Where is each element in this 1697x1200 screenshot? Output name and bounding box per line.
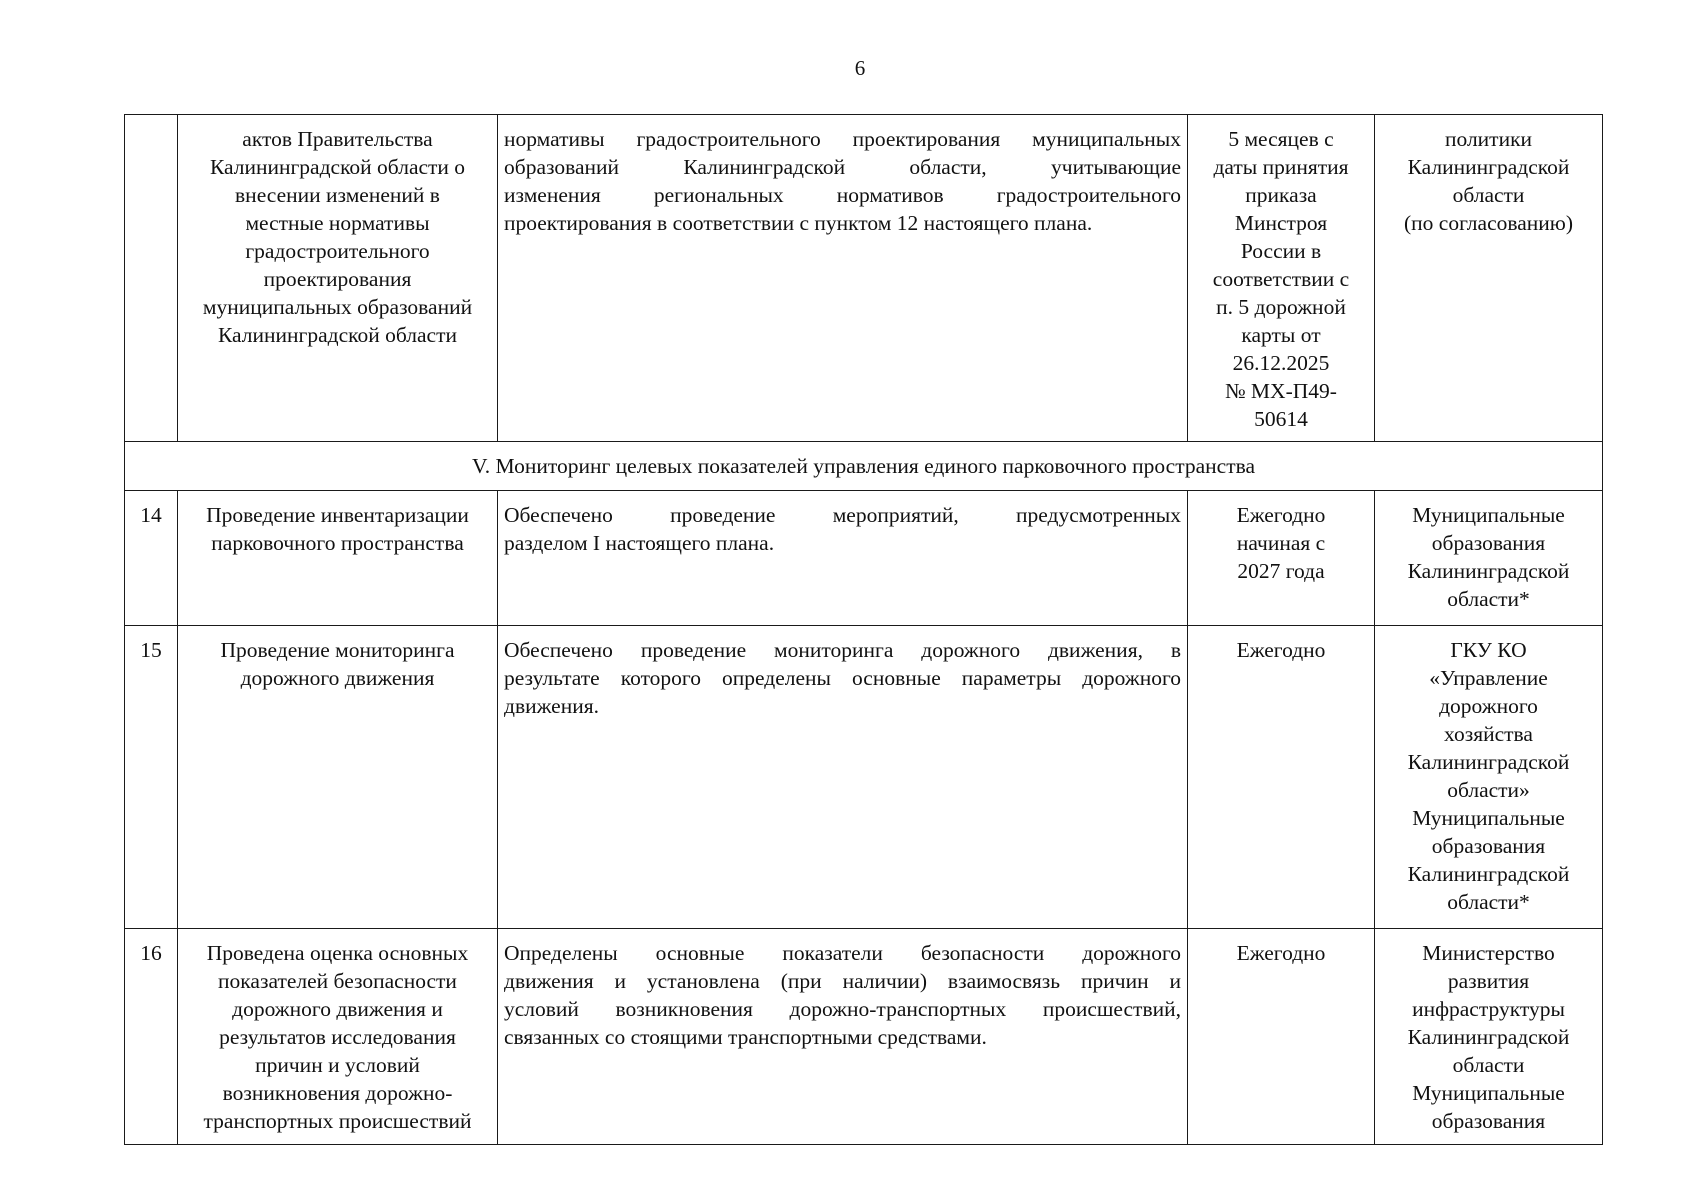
measure-term	[1188, 491, 1375, 626]
measure-responsible	[1375, 491, 1603, 626]
text-line: области	[1452, 1053, 1525, 1077]
text-line: Министерство	[1422, 941, 1555, 965]
measure-responsible	[1375, 626, 1603, 929]
text-line: № МХ-П49-	[1225, 379, 1337, 403]
text-line: (по согласованию)	[1403, 211, 1574, 235]
text-line: Определены основные показатели безопасности дорожного	[504, 941, 1181, 965]
text-line: Проведение инвентаризации	[206, 503, 469, 527]
text-line: ГКУ КО	[1450, 638, 1527, 662]
measure-result	[498, 491, 1188, 626]
text-line: проектирования в соответствии с пунктом 12 настоящего плана.	[504, 211, 1093, 235]
text-line: Калининградской	[1407, 750, 1570, 774]
text-line: Калининградской	[1407, 1025, 1570, 1049]
row-number	[125, 115, 178, 442]
text-line: образования	[1431, 834, 1546, 858]
text-line: Муниципальные	[1412, 1081, 1565, 1105]
text-line: движения и установлена (при наличии) взаимосвязь причин и	[504, 969, 1181, 993]
text-line: местные нормативы	[245, 211, 430, 235]
text-line: Калининградской	[1407, 155, 1570, 179]
text-line: области	[1452, 183, 1525, 207]
measure-term	[1188, 626, 1375, 929]
text-line: Калининградской	[1407, 862, 1570, 886]
text-line: муниципальных образований	[202, 295, 473, 319]
table-row	[125, 115, 1603, 442]
text-line: развития	[1447, 969, 1530, 993]
text-line: области»	[1447, 778, 1530, 802]
text-line: Обеспечено проведение мероприятий, предусмотренных	[504, 503, 1181, 527]
measure-name	[178, 115, 498, 442]
text-line: Ежегодно	[1236, 503, 1326, 527]
section-title: V. Мониторинг целевых показателей управления единого парковочного пространства	[125, 442, 1603, 491]
text-line: области*	[1447, 587, 1530, 611]
text-line: п. 5 дорожной	[1216, 295, 1346, 319]
text-line: дорожного движения	[240, 666, 435, 690]
text-line: Ежегодно	[1236, 638, 1326, 662]
table-row	[125, 929, 1603, 1145]
text-line: нормативы градостроительного проектирования муниципальных	[504, 127, 1181, 151]
text-line: России в	[1240, 239, 1322, 263]
table-row	[125, 491, 1603, 626]
text-line: Минстроя	[1234, 211, 1328, 235]
text-line: дорожного движения и	[232, 997, 443, 1021]
text-line: Проведена оценка основных	[206, 941, 469, 965]
measure-term	[1188, 115, 1375, 442]
text-line: актов Правительства	[242, 127, 433, 151]
text-line: изменения региональных нормативов градостроительного	[504, 183, 1181, 207]
text-line: хозяйства	[1444, 722, 1533, 746]
text-line: даты принятия	[1213, 155, 1349, 179]
page-number: 6	[854, 56, 866, 80]
table-row	[125, 626, 1603, 929]
text-line: причин и условий	[255, 1053, 420, 1077]
row-number: 14	[125, 491, 178, 626]
measure-result	[498, 626, 1188, 929]
measure-responsible	[1375, 115, 1603, 442]
measure-name	[178, 626, 498, 929]
measure-name	[178, 929, 498, 1145]
text-line: связанных со стоящими транспортными средствами.	[504, 1025, 987, 1049]
text-line: 50614	[1254, 407, 1308, 431]
text-line: 5 месяцев с	[1228, 127, 1334, 151]
text-line: «Управление	[1429, 666, 1548, 690]
row-number: 15	[125, 626, 178, 929]
text-line: образований Калининградской области, учитывающие	[504, 155, 1181, 179]
text-line: 2027 года	[1237, 559, 1325, 583]
text-line: проектирования	[263, 267, 412, 291]
text-line: градостроительного	[245, 239, 430, 263]
row-number: 16	[125, 929, 178, 1145]
text-line: Калининградской области	[218, 323, 457, 347]
text-line: условий возникновения дорожно-транспортных происшествий,	[504, 997, 1181, 1021]
measure-term	[1188, 929, 1375, 1145]
text-line: показателей безопасности	[218, 969, 457, 993]
text-line: соответствии с	[1212, 267, 1350, 291]
text-line: Муниципальные	[1412, 806, 1565, 830]
measure-responsible	[1375, 929, 1603, 1145]
text-line: инфраструктуры	[1412, 997, 1565, 1021]
text-line: образования	[1431, 1109, 1546, 1133]
text-line: внесении изменений в	[235, 183, 440, 207]
text-line: области*	[1447, 890, 1530, 914]
text-line: результате которого определены основные параметры дорожного	[504, 666, 1181, 690]
text-line: Калининградской	[1407, 559, 1570, 583]
text-line: парковочного пространства	[211, 531, 464, 555]
text-line: Проведение мониторинга	[220, 638, 455, 662]
text-line: образования	[1431, 531, 1546, 555]
measure-result	[498, 115, 1188, 442]
text-line: возникновения дорожно-	[222, 1081, 453, 1105]
text-line: разделом I настоящего плана.	[504, 531, 775, 555]
text-line: начиная с	[1236, 531, 1326, 555]
text-line: транспортных происшествий	[203, 1109, 472, 1133]
text-line: Ежегодно	[1236, 941, 1326, 965]
plan-table	[124, 114, 1603, 1145]
measure-result	[498, 929, 1188, 1145]
measure-name	[178, 491, 498, 626]
text-line: приказа	[1245, 183, 1317, 207]
section-header-row	[125, 442, 1603, 491]
text-line: движения.	[504, 694, 599, 718]
text-line: дорожного	[1439, 694, 1538, 718]
text-line: карты от	[1241, 323, 1321, 347]
text-line: Муниципальные	[1412, 503, 1565, 527]
text-line: 26.12.2025	[1232, 351, 1330, 375]
text-line: результатов исследования	[219, 1025, 456, 1049]
text-line: Калининградской области о	[209, 155, 466, 179]
text-line: политики	[1444, 127, 1533, 151]
text-line: Обеспечено проведение мониторинга дорожного движения, в	[504, 638, 1181, 662]
